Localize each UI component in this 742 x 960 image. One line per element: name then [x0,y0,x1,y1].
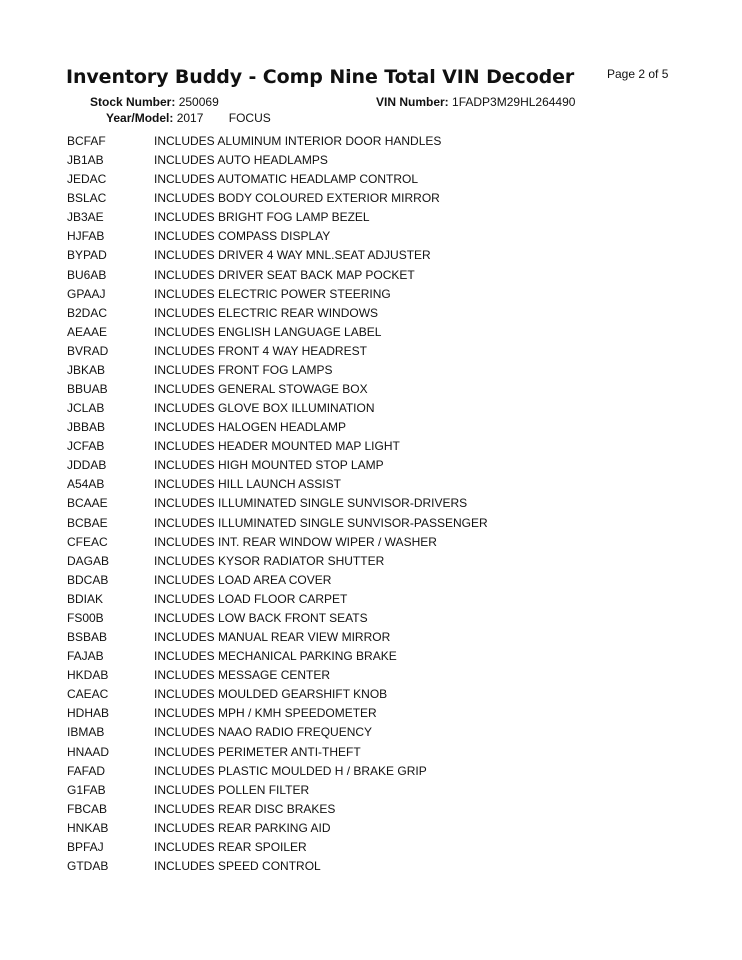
option-code: BCFAF [67,134,106,148]
option-row [67,402,488,421]
option-description: INCLUDES ELECTRIC REAR WINDOWS [154,305,379,320]
option-row [67,803,488,822]
option-description: INCLUDES REAR DISC BRAKES [154,801,336,816]
option-description: INCLUDES LOAD FLOOR CARPET [154,591,348,606]
option-code: FS00B [67,610,104,625]
year-value: 2017 [176,111,204,125]
option-row [67,612,488,631]
option-code-list [67,135,488,879]
option-description: INCLUDES NAAO RADIO FREQUENCY [154,725,373,740]
option-description: INCLUDES HIGH MOUNTED STOP LAMP [154,458,384,473]
option-code: A54AB [67,477,105,492]
option-description: INCLUDES ILLUMINATED SINGLE SUNVISOR-PASSENGER [154,515,488,530]
option-row [67,707,488,726]
option-description: INCLUDES MOULDED GEARSHIFT KNOB [154,687,388,702]
option-description: INCLUDES AUTOMATIC HEADLAMP CONTROL [154,172,419,187]
option-code: BBUAB [67,382,108,397]
option-row [67,383,488,402]
option-row [67,784,488,803]
option-row [67,746,488,765]
option-description: INCLUDES BRIGHT FOG LAMP BEZEL [154,210,370,225]
option-description: INCLUDES HALOGEN HEADLAMP [154,420,347,435]
option-row [67,459,488,478]
option-code: JDDAB [67,458,107,473]
option-row [67,650,488,669]
option-code: HNAAD [67,744,110,759]
option-code: JEDAC [67,172,107,187]
option-description: INCLUDES MESSAGE CENTER [154,668,331,683]
option-code: JBBAB [67,420,106,435]
option-row [67,726,488,745]
stock-number-value: 250069 [178,95,219,109]
option-row [67,307,488,326]
option-description: INCLUDES DRIVER 4 WAY MNL.SEAT ADJUSTER [154,248,431,263]
option-description: INCLUDES KYSOR RADIATOR SHUTTER [154,553,385,568]
option-code: BYPAD [67,248,107,263]
option-description: INCLUDES HEADER MOUNTED MAP LIGHT [154,439,400,454]
option-description: INCLUDES FRONT 4 WAY HEADREST [154,343,367,358]
option-code: BCAAE [67,496,108,511]
option-code: BDCAB [67,572,109,587]
option-description: INCLUDES ILLUMINATED SINGLE SUNVISOR-DRIVERS [154,496,468,511]
option-code: GTDAB [67,858,109,873]
option-description: INCLUDES LOAD AREA COVER [154,572,332,587]
option-description: INCLUDES POLLEN FILTER [154,782,310,797]
option-description: INCLUDES REAR SPOILER [154,839,307,854]
option-code: CAEAC [67,687,109,702]
option-row [67,345,488,364]
option-code: FAFAD [67,763,106,778]
option-row [67,574,488,593]
option-row [67,669,488,688]
option-code: JCLAB [67,401,105,416]
option-row [67,440,488,459]
option-code: G1FAB [67,782,106,797]
option-description: INCLUDES COMPASS DISPLAY [154,229,331,244]
option-code: BCBAE [67,515,108,530]
option-row [67,497,488,516]
option-code: FAJAB [67,649,104,664]
option-row [67,478,488,497]
option-row [67,211,488,230]
option-description: INCLUDES PLASTIC MOULDED H / BRAKE GRIP [154,763,427,778]
option-code: DAGAB [67,553,110,568]
option-description: INCLUDES INT. REAR WINDOW WIPER / WASHER [154,534,437,549]
option-row [67,249,488,268]
option-code: BDIAK [67,591,104,606]
page-number: Page 2 of 5 [607,67,669,81]
option-row [67,173,488,192]
option-code: BVRAD [67,343,109,358]
stock-number-label: Stock Number: [90,95,176,109]
option-row [67,230,488,249]
option-code: BU6AB [67,267,107,282]
option-row [67,288,488,307]
option-description: INCLUDES ELECTRIC POWER STEERING [154,286,391,301]
option-code: GPAAJ [67,286,106,301]
option-description: INCLUDES BODY COLOURED EXTERIOR MIRROR [154,191,440,206]
option-code: BSBAB [67,630,108,645]
option-code: BSLAC [67,191,107,206]
option-row [67,555,488,574]
option-description: INCLUDES MECHANICAL PARKING BRAKE [154,649,397,664]
option-row [67,631,488,650]
option-description: INCLUDES SPEED CONTROL [154,858,321,873]
vin-number-field [376,95,575,109]
option-code: B2DAC [67,305,108,320]
option-description: INCLUDES PERIMETER ANTI-THEFT [154,744,361,759]
option-code: JBKAB [67,362,106,377]
option-description: INCLUDES GENERAL STOWAGE BOX [154,382,368,397]
option-description: INCLUDES ALUMINUM INTERIOR DOOR HANDLES [154,134,442,148]
option-row [67,517,488,536]
option-description: INCLUDES DRIVER SEAT BACK MAP POCKET [154,267,415,282]
option-code: JCFAB [67,439,105,454]
option-code: HJFAB [67,229,105,244]
option-description: INCLUDES GLOVE BOX ILLUMINATION [154,401,375,416]
option-description: INCLUDES ENGLISH LANGUAGE LABEL [154,324,382,339]
page-title: Inventory Buddy - Comp Nine Total VIN Decoder [66,66,575,88]
option-code: JB3AE [67,210,104,225]
option-row [67,822,488,841]
option-description: INCLUDES MANUAL REAR VIEW MIRROR [154,630,391,645]
option-code: HNKAB [67,820,109,835]
option-code: AEAAE [67,324,108,339]
option-code: BPFAJ [67,839,104,854]
option-description: INCLUDES AUTO HEADLAMPS [154,153,328,168]
option-row [67,593,488,612]
option-row [67,765,488,784]
option-row [67,421,488,440]
option-row [67,135,488,154]
option-row [67,688,488,707]
year-model-label: Year/Model: [106,111,174,125]
option-row [67,841,488,860]
option-row [67,364,488,383]
option-description: INCLUDES FRONT FOG LAMPS [154,362,333,377]
option-code: HKDAB [67,668,109,683]
option-code: CFEAC [67,534,108,549]
option-row [67,269,488,288]
option-description: INCLUDES LOW BACK FRONT SEATS [154,610,368,625]
model-value: FOCUS [228,111,271,125]
option-row [67,192,488,211]
vin-number-label: VIN Number: [376,95,449,109]
option-row [67,154,488,173]
option-description: INCLUDES HILL LAUNCH ASSIST [154,477,341,492]
option-code: FBCAB [67,801,108,816]
vin-number-value: 1FADP3M29HL264490 [452,95,576,109]
option-code: IBMAB [67,725,105,740]
option-row [67,860,488,879]
option-code: JB1AB [67,153,104,168]
option-row [67,536,488,555]
year-model-field [106,111,271,125]
option-code: HDHAB [67,706,110,721]
option-description: INCLUDES REAR PARKING AID [154,820,331,835]
option-description: INCLUDES MPH / KMH SPEEDOMETER [154,706,377,721]
stock-number-field [90,95,219,109]
option-row [67,326,488,345]
